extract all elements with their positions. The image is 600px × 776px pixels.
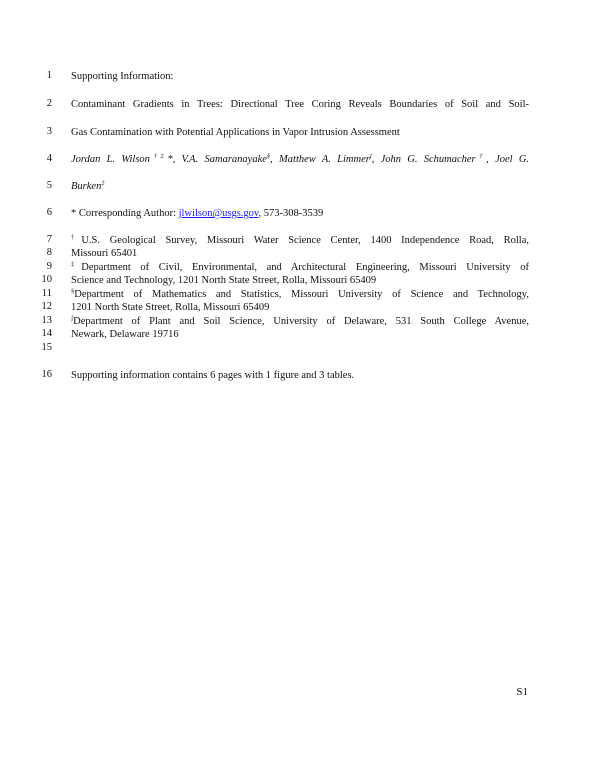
line-number: 5 (46, 180, 52, 191)
line-number: 10 (41, 274, 52, 285)
author-list (71, 153, 529, 167)
line-number: 3 (46, 126, 52, 137)
affiliation-text: U.S. Geological Survey, Missouri Water Science Center, 1400 Independence Road, Rolla, (81, 235, 530, 246)
affiliation-2-line-2: Science and Technology, 1201 North State Street, Rolla, Missouri 65409 (71, 275, 377, 286)
corresponding-label: * Corresponding Author: (71, 208, 179, 219)
affiliation-mark: † (475, 153, 487, 160)
page-number: S1 (516, 686, 528, 698)
affiliation-1-line-2: Missouri 65401 (71, 248, 138, 259)
header-label: Supporting Information: (71, 71, 174, 82)
separator: , (486, 154, 496, 165)
line-number: 4 (46, 153, 52, 164)
line-number: 12 (41, 301, 52, 312)
affiliation-3-line-1 (71, 288, 529, 302)
author-name: Burken (71, 181, 102, 192)
line-number: 9 (46, 261, 52, 272)
line-number: 11 (41, 288, 52, 299)
affiliation-1-line-1 (71, 234, 529, 248)
author-name: Matthew A. Limmer (279, 154, 370, 165)
title-line-2: Gas Contamination with Potential Applications in Vapor Intrusion Assessment (71, 127, 400, 138)
affiliation-mark: § (266, 153, 271, 160)
author-continued (71, 180, 531, 194)
line-number: 15 (41, 342, 52, 353)
affiliation-mark: †‡ (149, 153, 168, 160)
affiliation-text: Department of Plant and Soil Science, University of Delaware, 531 South College Avenue, (73, 316, 529, 327)
line-number: 14 (41, 328, 52, 339)
affiliation-2-line-1 (71, 261, 529, 275)
affiliation-4-line-2: Newark, Delaware 19716 (71, 329, 179, 340)
line-number: 13 (41, 315, 52, 326)
affiliation-4-line-1 (71, 315, 529, 329)
affiliation-mark: ʃ (71, 315, 74, 322)
affiliation-3-line-2: 1201 North State Street, Rolla, Missouri 65409 (71, 302, 270, 313)
affiliation-mark: § (71, 288, 75, 295)
author-name: John G. Schumacher (380, 154, 476, 165)
line-number: 2 (46, 98, 52, 109)
affiliation-mark: ‡ (71, 261, 82, 268)
author-name: Joel G. (495, 154, 530, 165)
line-number: 16 (41, 369, 52, 380)
title-line-1: Contaminant Gradients in Trees: Directional Tree Coring Reveals Boundaries of Soil and Soil- (71, 99, 529, 110)
affiliation-text: Department of Mathematics and Statistics, Missouri University of Science and Technology, (74, 289, 529, 300)
line-number: 6 (46, 207, 52, 218)
corresponding-mark: *, (167, 154, 182, 165)
corresponding-author (71, 207, 531, 221)
author-name: Jordan L. Wilson (71, 154, 150, 165)
affiliation-mark: † (71, 234, 82, 241)
email-link[interactable]: jlwilson@usgs.gov (178, 208, 259, 219)
summary-text: Supporting information contains 6 pages with 1 figure and 3 tables. (71, 370, 355, 381)
separator: , (371, 154, 381, 165)
affiliation-mark: ʃ (369, 153, 372, 160)
affiliation-mark: ‡ (101, 180, 105, 187)
line-number: 7 (46, 234, 52, 245)
author-name: V.A. Samaranayake (181, 154, 267, 165)
separator: , (270, 154, 280, 165)
affiliation-text: Department of Civil, Environmental, and Architectural Engineering, Missouri University of (81, 262, 529, 273)
phone-number: , 573-308-3539 (258, 208, 324, 219)
line-number: 1 (46, 70, 52, 81)
line-number: 8 (46, 247, 52, 258)
